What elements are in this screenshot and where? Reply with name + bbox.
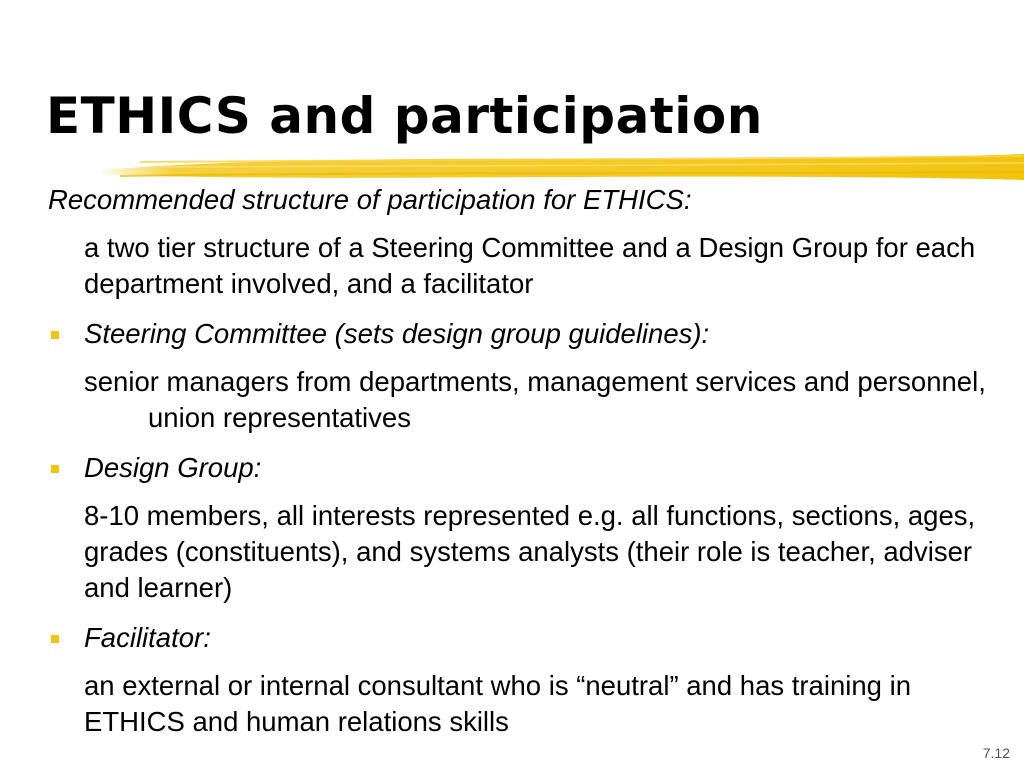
intro-text: Recommended structure of participation for ETHICS: xyxy=(48,184,692,215)
intro-detail: a two tier structure of a Steering Committee and a Design Group for each department involved, and a facilitator xyxy=(84,232,976,299)
section-detail-steering-committee: senior managers from departments, management services and personnel, union representatives xyxy=(84,366,986,433)
page-number: 7.12 xyxy=(982,745,1010,761)
section-heading-facilitator: Facilitator: xyxy=(84,620,998,656)
section-detail-design-group: 8-10 members, all interests represented e.g. all functions, sections, ages, grades (constituents), and systems analysts (their role is teacher, adviser and learner) xyxy=(84,500,976,603)
section-heading-design-group: Design Group: xyxy=(84,450,998,486)
slide-body xyxy=(48,182,998,740)
section-heading-steering-committee: Steering Committee (sets design group guidelines): xyxy=(84,316,998,352)
section-detail-facilitator: an external or internal consultant who is “neutral” and has training in ETHICS and human relations skills xyxy=(84,670,912,737)
slide-title: ETHICS and participation xyxy=(46,87,763,145)
title-underline-swash xyxy=(100,150,1024,186)
